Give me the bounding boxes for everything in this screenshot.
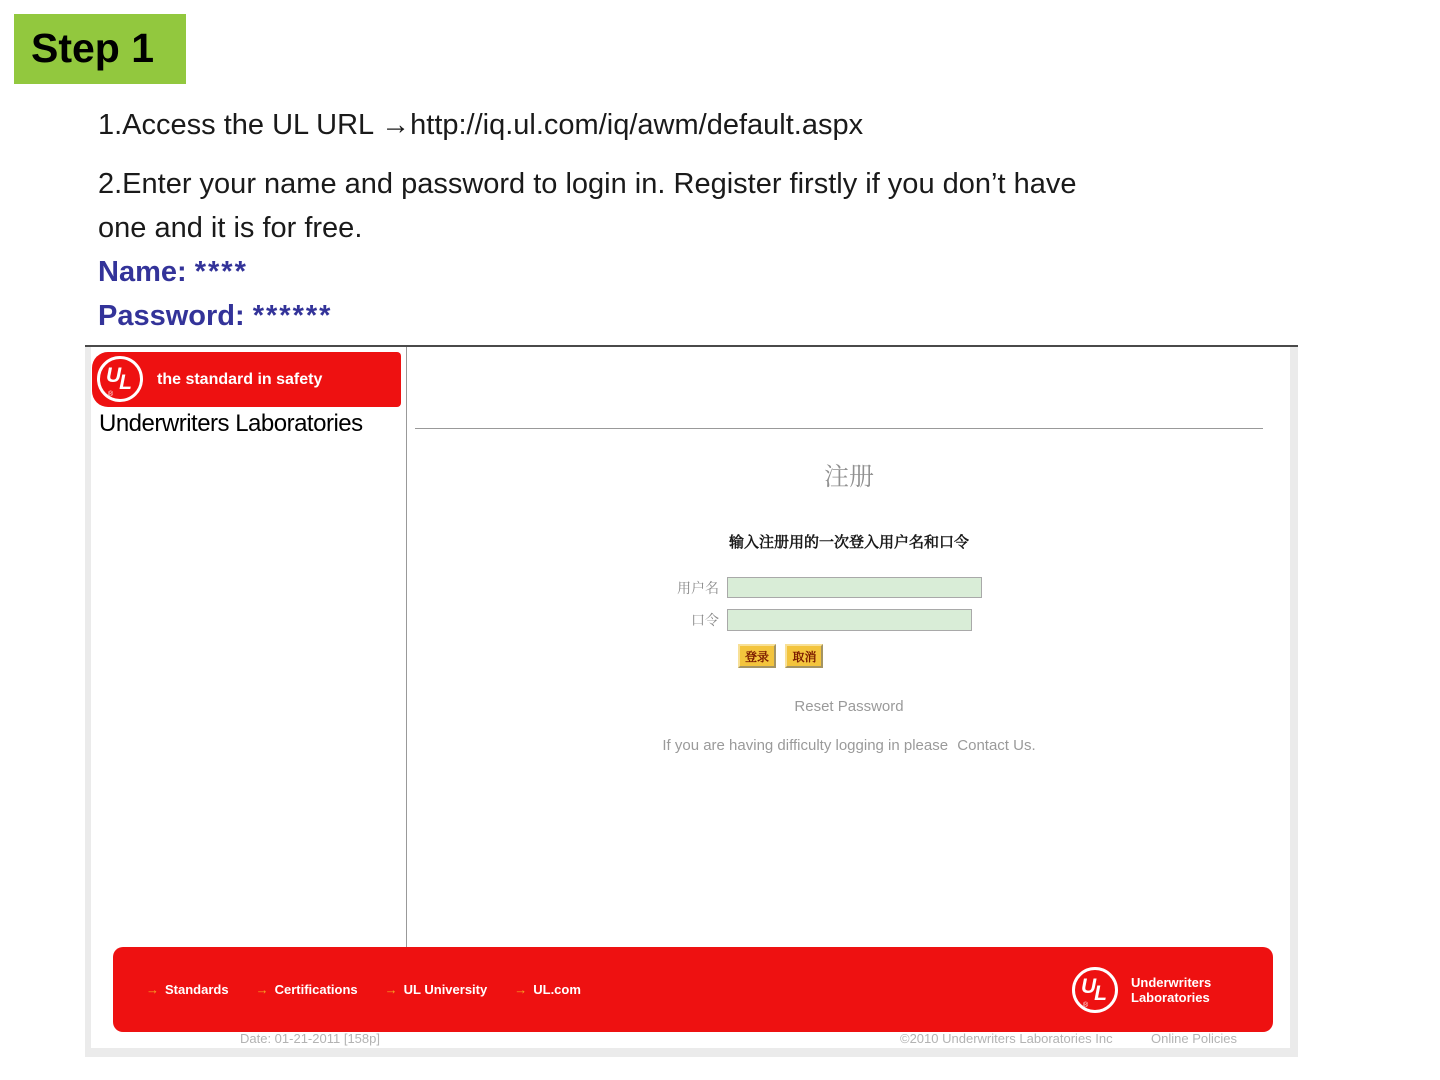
- footer-logo-caption-line: Underwriters: [1131, 975, 1212, 990]
- instruction-line-2: 2.Enter your name and password to login in. Register firstly if you don’t have: [98, 168, 1077, 200]
- contact-us-link[interactable]: Contact Us.: [957, 737, 1036, 754]
- ul-logo-icon: [97, 356, 143, 402]
- password-credential: [98, 294, 1358, 338]
- footer-link-ul-com[interactable]: [514, 982, 581, 997]
- cancel-button[interactable]: 取消: [785, 644, 823, 668]
- ul-logo-letter-l: L: [119, 371, 132, 394]
- password-row: [647, 609, 1007, 631]
- footer-logo-caption: [1131, 975, 1211, 1005]
- button-row: [738, 644, 828, 668]
- page-date: Date: 01-21-2011 [158p]: [240, 1031, 380, 1046]
- arrow-icon: →: [514, 982, 528, 997]
- footer-link-label: UL.com: [533, 982, 581, 997]
- ul-logo-letter-u: U: [106, 364, 122, 387]
- ul-logo-icon: [1072, 967, 1118, 1013]
- sidebar: [91, 347, 407, 947]
- username-input[interactable]: [727, 577, 982, 598]
- copyright-text: ©2010 Underwriters Laboratories Inc: [900, 1031, 1113, 1046]
- registered-mark-icon: ®: [1083, 1002, 1089, 1009]
- online-policies-link[interactable]: Online Policies: [1151, 1031, 1237, 1046]
- browser-screenshot: [85, 345, 1298, 1057]
- reset-password-link[interactable]: Reset Password: [794, 698, 904, 715]
- login-subtitle: 输入注册用的一次登入用户名和口令: [728, 534, 969, 551]
- instructions-block: [98, 103, 1358, 338]
- footer-link-label: Standards: [165, 982, 229, 997]
- instruction-line-3: one and it is for free.: [98, 212, 363, 244]
- login-title: 注册: [823, 463, 874, 491]
- footer-logo-group: [1072, 967, 1211, 1013]
- password-value: ******: [252, 300, 333, 332]
- footer-links: [146, 947, 581, 1032]
- help-line: [408, 737, 1290, 754]
- password-input[interactable]: [727, 609, 972, 631]
- arrow-icon: →: [384, 982, 398, 997]
- ul-logo-letter-u: U: [1081, 975, 1097, 998]
- name-credential: [98, 250, 1358, 294]
- instruction-line-1: 1.Access the UL URL →http://iq.ul.com/iq/awm/default.aspx: [98, 109, 864, 141]
- username-row: [647, 577, 1007, 598]
- username-label: 用户名: [677, 579, 719, 596]
- name-value: ****: [194, 256, 248, 288]
- step-badge: Step 1: [14, 14, 186, 84]
- arrow-icon: →: [146, 982, 159, 997]
- brand-tagline: the standard in safety: [157, 371, 323, 388]
- site-footer: [113, 947, 1273, 1032]
- footer-link-label: Certifications: [274, 982, 358, 997]
- brand-banner: [92, 352, 401, 407]
- divider-line: [415, 428, 1263, 429]
- password-label: Password:: [98, 300, 245, 332]
- ul-logo-letter-l: L: [1094, 982, 1107, 1005]
- arrow-icon: →: [255, 982, 269, 997]
- registered-mark-icon: ®: [108, 391, 114, 398]
- password-label: 口令: [691, 612, 719, 628]
- name-label: Name:: [98, 256, 187, 288]
- login-panel: [408, 347, 1290, 947]
- login-button[interactable]: 登录: [738, 644, 776, 668]
- footer-link-certifications[interactable]: [256, 982, 358, 997]
- help-text: If you are having difficulty logging in please: [662, 737, 949, 754]
- web-page: [91, 347, 1290, 1048]
- company-name: Underwriters Laboratories: [99, 410, 363, 437]
- footer-link-label: UL University: [403, 982, 488, 997]
- footer-logo-caption-line: Laboratories: [1131, 990, 1210, 1005]
- footer-link-standards[interactable]: [146, 982, 229, 997]
- footer-link-ul-university[interactable]: [385, 982, 488, 997]
- login-form: [647, 577, 1007, 642]
